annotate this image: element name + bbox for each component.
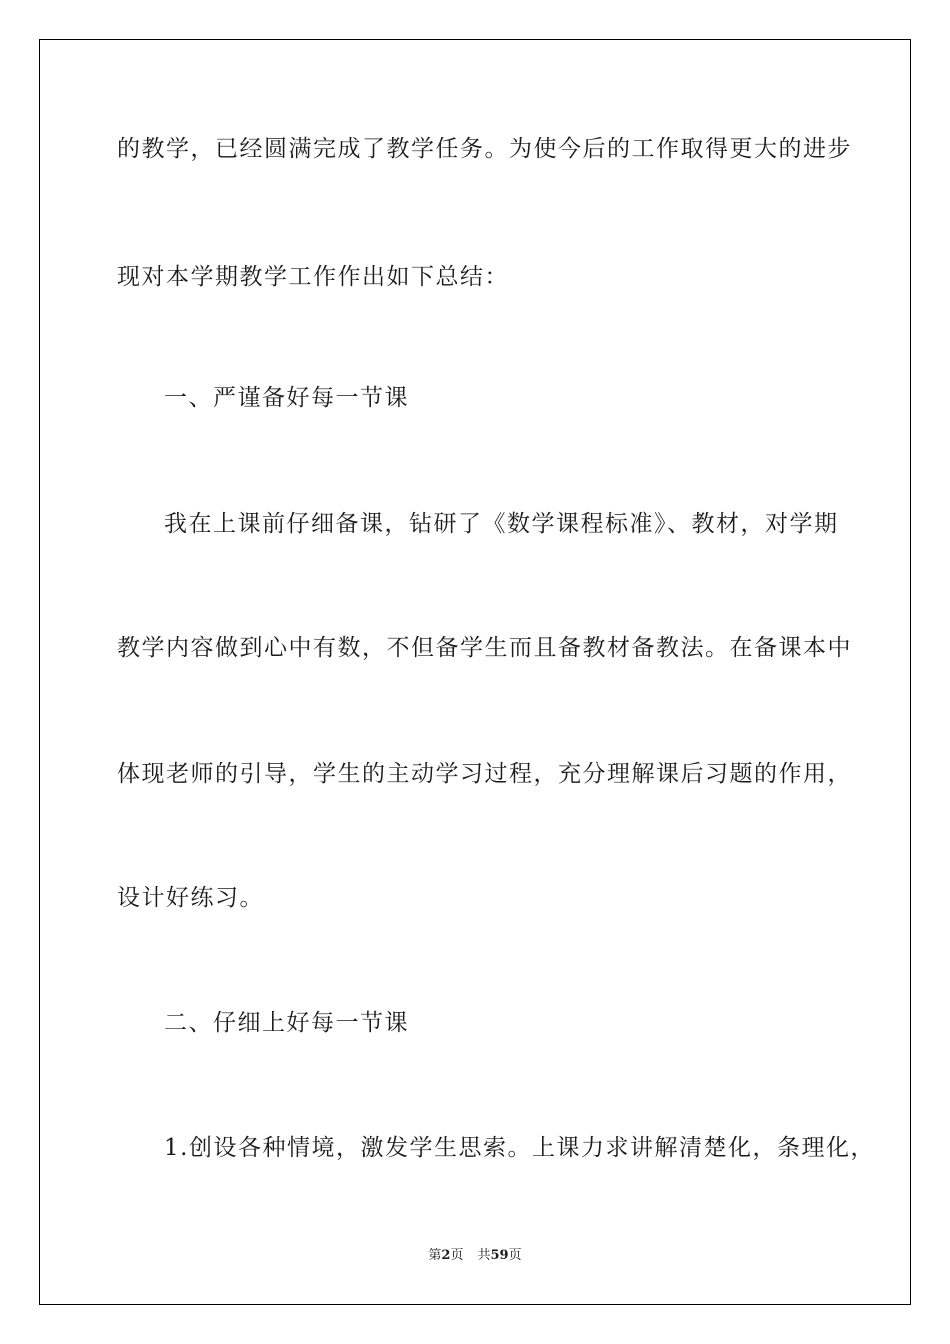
body-text-line: 现对本学期教学工作作出如下总结： (117, 264, 509, 290)
total-pages: 59 (490, 1248, 509, 1263)
body-text-line: 教学内容做到心中有数，不但备学生而且备教材备教法。在备课本中 (117, 635, 852, 661)
page-suffix: 页 (450, 1248, 464, 1263)
body-text-line: 的教学，已经圆满完成了教学任务。为使今后的工作取得更大的进步 (117, 136, 852, 162)
total-suffix: 页 (508, 1248, 522, 1263)
page-frame (39, 39, 911, 1305)
page-prefix: 第 (428, 1248, 442, 1263)
body-text-line: 我在上课前仔细备课，钻研了《数学课程标准》、教材，对学期 (164, 511, 839, 537)
page-number: 2 (441, 1248, 451, 1263)
section-heading: 二、仔细上好每一节课 (164, 1010, 409, 1036)
section-heading: 一、严谨备好每一节课 (164, 385, 409, 411)
total-prefix: 共 (477, 1248, 491, 1263)
body-text-line: 设计好练习。 (117, 885, 264, 911)
body-text-line: 体现老师的引导，学生的主动学习过程，充分理解课后习题的作用， (117, 761, 852, 787)
page-footer (0, 1247, 950, 1265)
body-text-line: 1.创设各种情境，激发学生思索。上课力求讲解清楚化，条理化， (164, 1135, 875, 1161)
